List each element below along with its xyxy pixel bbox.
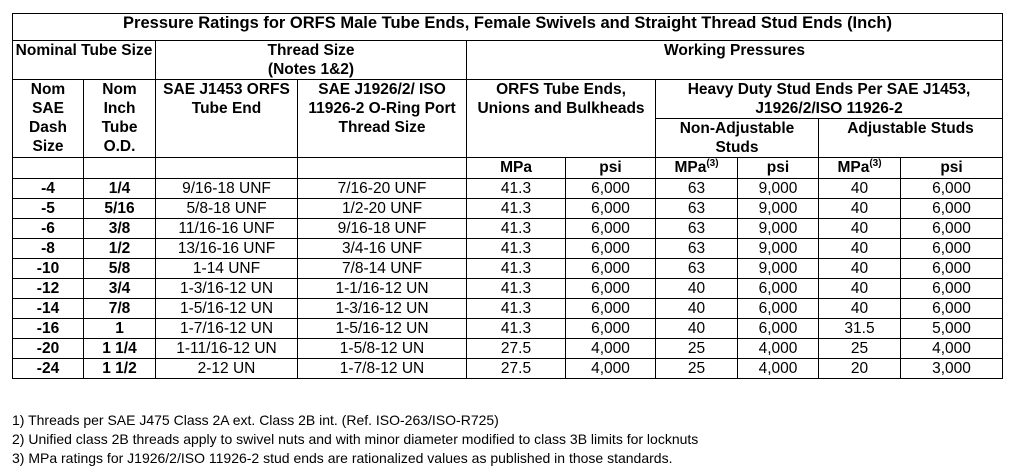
j1926-thread-cell: 1-5/8-12 UN — [298, 339, 467, 359]
pressure-ratings-table — [12, 13, 1003, 379]
adj-mpa-label: MPa — [837, 159, 870, 176]
nonadj-psi-cell: 4,000 — [738, 359, 819, 379]
nonadj-psi-cell: 6,000 — [738, 299, 819, 319]
table-row — [13, 179, 1003, 199]
tube-od-cell: 5/16 — [84, 199, 156, 219]
j1926-thread-cell: 1-7/8-12 UN — [298, 359, 467, 379]
j1926-thread-cell: 7/8-14 UNF — [298, 259, 467, 279]
adj-psi-cell: 6,000 — [901, 239, 1003, 259]
tube-od-cell: 3/8 — [84, 219, 156, 239]
j1926-thread-cell: 9/16-18 UNF — [298, 219, 467, 239]
table-title: Pressure Ratings for ORFS Male Tube Ends, Female Swivels and Straight Thread Stud Ends (Inch) — [13, 14, 1003, 41]
adjustable-studs-header: Adjustable Studs — [819, 119, 1003, 158]
adj-mpa-cell: 20 — [819, 359, 901, 379]
j1453-thread-cell: 1-11/16-12 UN — [156, 339, 298, 359]
nonadj-mpa-cell: 63 — [656, 259, 738, 279]
adj-psi-cell: 6,000 — [901, 259, 1003, 279]
j1453-thread-cell: 1-5/16-12 UN — [156, 299, 298, 319]
nonadj-mpa-cell: 25 — [656, 359, 738, 379]
orfs-mpa-cell: 41.3 — [467, 319, 566, 339]
nonadj-mpa-note: (3) — [706, 157, 719, 169]
adj-mpa-cell: 40 — [819, 179, 901, 199]
table-row — [13, 239, 1003, 259]
adj-mpa-cell: 40 — [819, 199, 901, 219]
orfs-tube-ends-header: ORFS Tube Ends, Unions and Bulkheads — [467, 80, 656, 158]
orfs-psi-cell: 6,000 — [566, 179, 656, 199]
heavy-duty-stud-ends-header: Heavy Duty Stud Ends Per SAE J1453, J1926/2/ISO 11926-2 — [656, 80, 1003, 119]
orfs-mpa-cell: 27.5 — [467, 359, 566, 379]
adj-psi-cell: 6,000 — [901, 299, 1003, 319]
orfs-mpa-cell: 41.3 — [467, 179, 566, 199]
j1453-thread-cell: 1-7/16-12 UN — [156, 319, 298, 339]
tube-od-cell: 5/8 — [84, 259, 156, 279]
orfs-psi-cell: 6,000 — [566, 199, 656, 219]
dash-size-cell: -8 — [13, 239, 84, 259]
orfs-mpa-cell: 41.3 — [467, 279, 566, 299]
orfs-mpa-cell: 27.5 — [467, 339, 566, 359]
adj-psi-cell: 6,000 — [901, 219, 1003, 239]
dash-size-cell: -14 — [13, 299, 84, 319]
footnote-2: 2) Unified class 2B threads apply to swivel nuts and with minor diameter modified to class 3B limits for locknuts — [12, 431, 699, 447]
j1453-thread-cell: 1-3/16-12 UN — [156, 279, 298, 299]
orfs-psi-unit: psi — [566, 158, 656, 179]
table-row — [13, 299, 1003, 319]
tube-od-cell: 1/4 — [84, 179, 156, 199]
unit-cell-empty — [298, 158, 467, 179]
dash-size-cell: -12 — [13, 279, 84, 299]
nonadj-psi-cell: 4,000 — [738, 339, 819, 359]
orfs-mpa-cell: 41.3 — [467, 219, 566, 239]
adj-psi-cell: 6,000 — [901, 179, 1003, 199]
j1926-thread-cell: 1-5/16-12 UN — [298, 319, 467, 339]
nonadj-mpa-cell: 40 — [656, 299, 738, 319]
working-pressures-header: Working Pressures — [467, 41, 1003, 80]
dash-size-cell: -5 — [13, 199, 84, 219]
j1453-thread-cell: 13/16-16 UNF — [156, 239, 298, 259]
orfs-psi-cell: 6,000 — [566, 279, 656, 299]
tube-od-cell: 7/8 — [84, 299, 156, 319]
dash-size-cell: -20 — [13, 339, 84, 359]
table-row — [13, 359, 1003, 379]
table-row — [13, 319, 1003, 339]
footnotes — [12, 411, 698, 468]
nonadj-mpa-cell: 63 — [656, 239, 738, 259]
adj-psi-cell: 5,000 — [901, 319, 1003, 339]
adj-psi-cell: 4,000 — [901, 339, 1003, 359]
tube-od-cell: 3/4 — [84, 279, 156, 299]
nonadj-psi-cell: 9,000 — [738, 199, 819, 219]
adj-mpa-cell: 40 — [819, 239, 901, 259]
j1453-thread-cell: 9/16-18 UNF — [156, 179, 298, 199]
adj-psi-cell: 6,000 — [901, 279, 1003, 299]
nonadj-psi-cell: 6,000 — [738, 279, 819, 299]
unit-cell-empty — [156, 158, 298, 179]
j1926-thread-cell: 1-1/16-12 UN — [298, 279, 467, 299]
nonadj-psi-unit: psi — [738, 158, 819, 179]
orfs-psi-cell: 6,000 — [566, 219, 656, 239]
j1926-thread-cell: 7/16-20 UNF — [298, 179, 467, 199]
non-adjustable-studs-header: Non-Adjustable Studs — [656, 119, 819, 158]
thread-size-header: Thread Size (Notes 1&2) — [156, 41, 467, 80]
nonadj-psi-cell: 6,000 — [738, 319, 819, 339]
table-row — [13, 259, 1003, 279]
tube-od-cell: 1 1/4 — [84, 339, 156, 359]
unit-cell-empty — [84, 158, 156, 179]
tube-od-cell: 1/2 — [84, 239, 156, 259]
nonadj-mpa-cell: 25 — [656, 339, 738, 359]
table-row — [13, 219, 1003, 239]
j1453-thread-cell: 1-14 UNF — [156, 259, 298, 279]
adj-psi-cell: 3,000 — [901, 359, 1003, 379]
nonadj-mpa-cell: 63 — [656, 179, 738, 199]
nonadj-mpa-cell: 63 — [656, 199, 738, 219]
orfs-psi-cell: 6,000 — [566, 239, 656, 259]
dash-size-cell: -10 — [13, 259, 84, 279]
dash-size-cell: -16 — [13, 319, 84, 339]
nonadj-mpa-cell: 40 — [656, 319, 738, 339]
adj-mpa-cell: 25 — [819, 339, 901, 359]
orfs-psi-cell: 4,000 — [566, 359, 656, 379]
orfs-mpa-cell: 41.3 — [467, 259, 566, 279]
adj-mpa-cell: 40 — [819, 299, 901, 319]
j1926-thread-cell: 1/2-20 UNF — [298, 199, 467, 219]
nominal-tube-size-header: Nominal Tube Size — [13, 41, 156, 80]
orfs-mpa-cell: 41.3 — [467, 199, 566, 219]
j1453-thread-cell: 2-12 UN — [156, 359, 298, 379]
adj-mpa-cell: 40 — [819, 279, 901, 299]
adj-mpa-cell: 40 — [819, 219, 901, 239]
j1453-thread-cell: 5/8-18 UNF — [156, 199, 298, 219]
unit-cell-empty — [13, 158, 84, 179]
sae-j1453-header: SAE J1453 ORFS Tube End — [156, 80, 298, 158]
nonadj-psi-cell: 9,000 — [738, 259, 819, 279]
orfs-mpa-cell: 41.3 — [467, 299, 566, 319]
adj-psi-cell: 6,000 — [901, 199, 1003, 219]
orfs-psi-cell: 6,000 — [566, 299, 656, 319]
nom-inch-tube-od-header: Nom Inch Tube O.D. — [84, 80, 156, 158]
orfs-psi-cell: 6,000 — [566, 319, 656, 339]
nonadj-psi-cell: 9,000 — [738, 239, 819, 259]
tube-od-cell: 1 1/2 — [84, 359, 156, 379]
nonadj-mpa-unit — [656, 158, 738, 179]
adj-mpa-cell: 31.5 — [819, 319, 901, 339]
orfs-mpa-cell: 41.3 — [467, 239, 566, 259]
j1453-thread-cell: 11/16-16 UNF — [156, 219, 298, 239]
nonadj-mpa-label: MPa — [674, 159, 707, 176]
dash-size-cell: -24 — [13, 359, 84, 379]
orfs-mpa-unit: MPa — [467, 158, 566, 179]
nonadj-mpa-cell: 40 — [656, 279, 738, 299]
dash-size-cell: -6 — [13, 219, 84, 239]
adj-psi-unit: psi — [901, 158, 1003, 179]
table-row — [13, 199, 1003, 219]
j1926-thread-cell: 1-3/16-12 UN — [298, 299, 467, 319]
adj-mpa-note: (3) — [869, 157, 882, 169]
dash-size-cell: -4 — [13, 179, 84, 199]
nonadj-psi-cell: 9,000 — [738, 219, 819, 239]
nom-sae-dash-size-header: Nom SAE Dash Size — [13, 80, 84, 158]
tube-od-cell: 1 — [84, 319, 156, 339]
footnote-1: 1) Threads per SAE J475 Class 2A ext. Class 2B int. (Ref. ISO-263/ISO-R725) — [12, 412, 499, 428]
orfs-psi-cell: 4,000 — [566, 339, 656, 359]
nonadj-psi-cell: 9,000 — [738, 179, 819, 199]
footnote-3: 3) MPa ratings for J1926/2/ISO 11926-2 stud ends are rationalized values as published in those standards. — [12, 450, 673, 466]
table-row — [13, 339, 1003, 359]
j1926-thread-cell: 3/4-16 UNF — [298, 239, 467, 259]
adj-mpa-unit — [819, 158, 901, 179]
adj-mpa-cell: 40 — [819, 259, 901, 279]
orfs-psi-cell: 6,000 — [566, 259, 656, 279]
nonadj-mpa-cell: 63 — [656, 219, 738, 239]
sae-j1926-header: SAE J1926/2/ ISO 11926-2 O-Ring Port Thread Size — [298, 80, 467, 158]
table-row — [13, 279, 1003, 299]
